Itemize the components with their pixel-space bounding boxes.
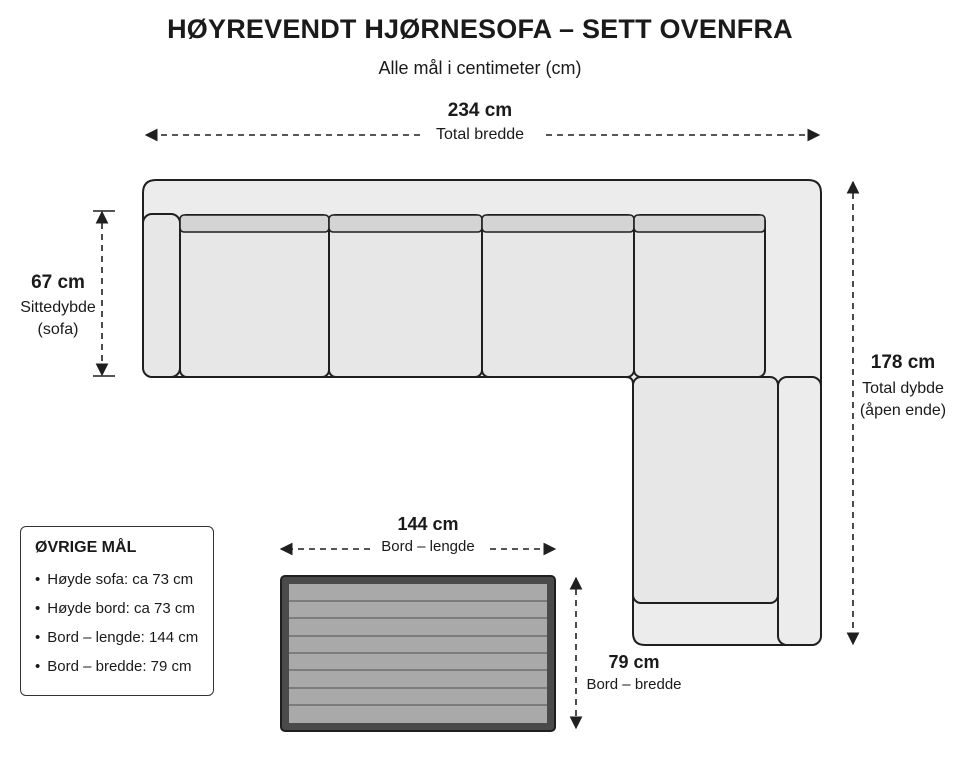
seat-depth-dimension (0, 272, 116, 341)
sofa-seat-cushion-1 (180, 215, 329, 377)
total-width-value: 234 cm (447, 100, 513, 121)
table-width-label: Bord – bredde (586, 676, 682, 693)
sofa-chaise-cushion (633, 377, 778, 603)
sofa-chaise-side-back (778, 377, 821, 645)
list-item: • Bord – lengde: 144 cm (35, 623, 199, 652)
list-item: • Bord – bredde: 79 cm (35, 652, 199, 681)
sofa-back-cushion-1 (180, 215, 329, 232)
list-item: • Høyde sofa: ca 73 cm (35, 565, 199, 594)
seat-depth-value: 67 cm (31, 272, 85, 293)
total-depth-dimension (846, 352, 960, 422)
table-length-value: 144 cm (397, 514, 459, 534)
table-length-label: Bord – lengde (381, 538, 475, 555)
list-item: • Høyde bord: ca 73 cm (35, 594, 199, 623)
total-width-dimension (380, 100, 580, 144)
sofa-back-cushion-3 (482, 215, 634, 232)
seat-depth-label-sub: (sofa) (37, 321, 79, 338)
sofa-back-cushion-2 (329, 215, 482, 232)
page-title: HØYREVENDT HJØRNESOFA – SETT OVENFRA (167, 14, 793, 44)
total-width-label: Total bredde (435, 126, 525, 143)
page-subtitle: Alle mål i centimeter (cm) (378, 58, 582, 78)
table-width-dimension (574, 652, 694, 693)
sofa-seat-cushion-2 (329, 215, 482, 377)
total-depth-value: 178 cm (870, 352, 936, 373)
total-depth-label-sub: (åpen ende) (859, 402, 947, 419)
other-dimensions-list (35, 565, 199, 681)
sofa-seat-cushion-4 (634, 215, 765, 377)
other-dimensions-box (20, 526, 214, 696)
table-length-dimension (348, 514, 508, 555)
seat-depth-label: Sittedybde (20, 299, 96, 316)
sofa-seat-cushion-3 (482, 215, 634, 377)
other-dimensions-title: ØVRIGE MÅL (35, 539, 137, 556)
table-width-value: 79 cm (608, 652, 660, 672)
sofa-left-armrest (143, 214, 180, 377)
sofa-back-cushion-4 (634, 215, 765, 232)
total-depth-label: Total dybde (862, 380, 944, 397)
